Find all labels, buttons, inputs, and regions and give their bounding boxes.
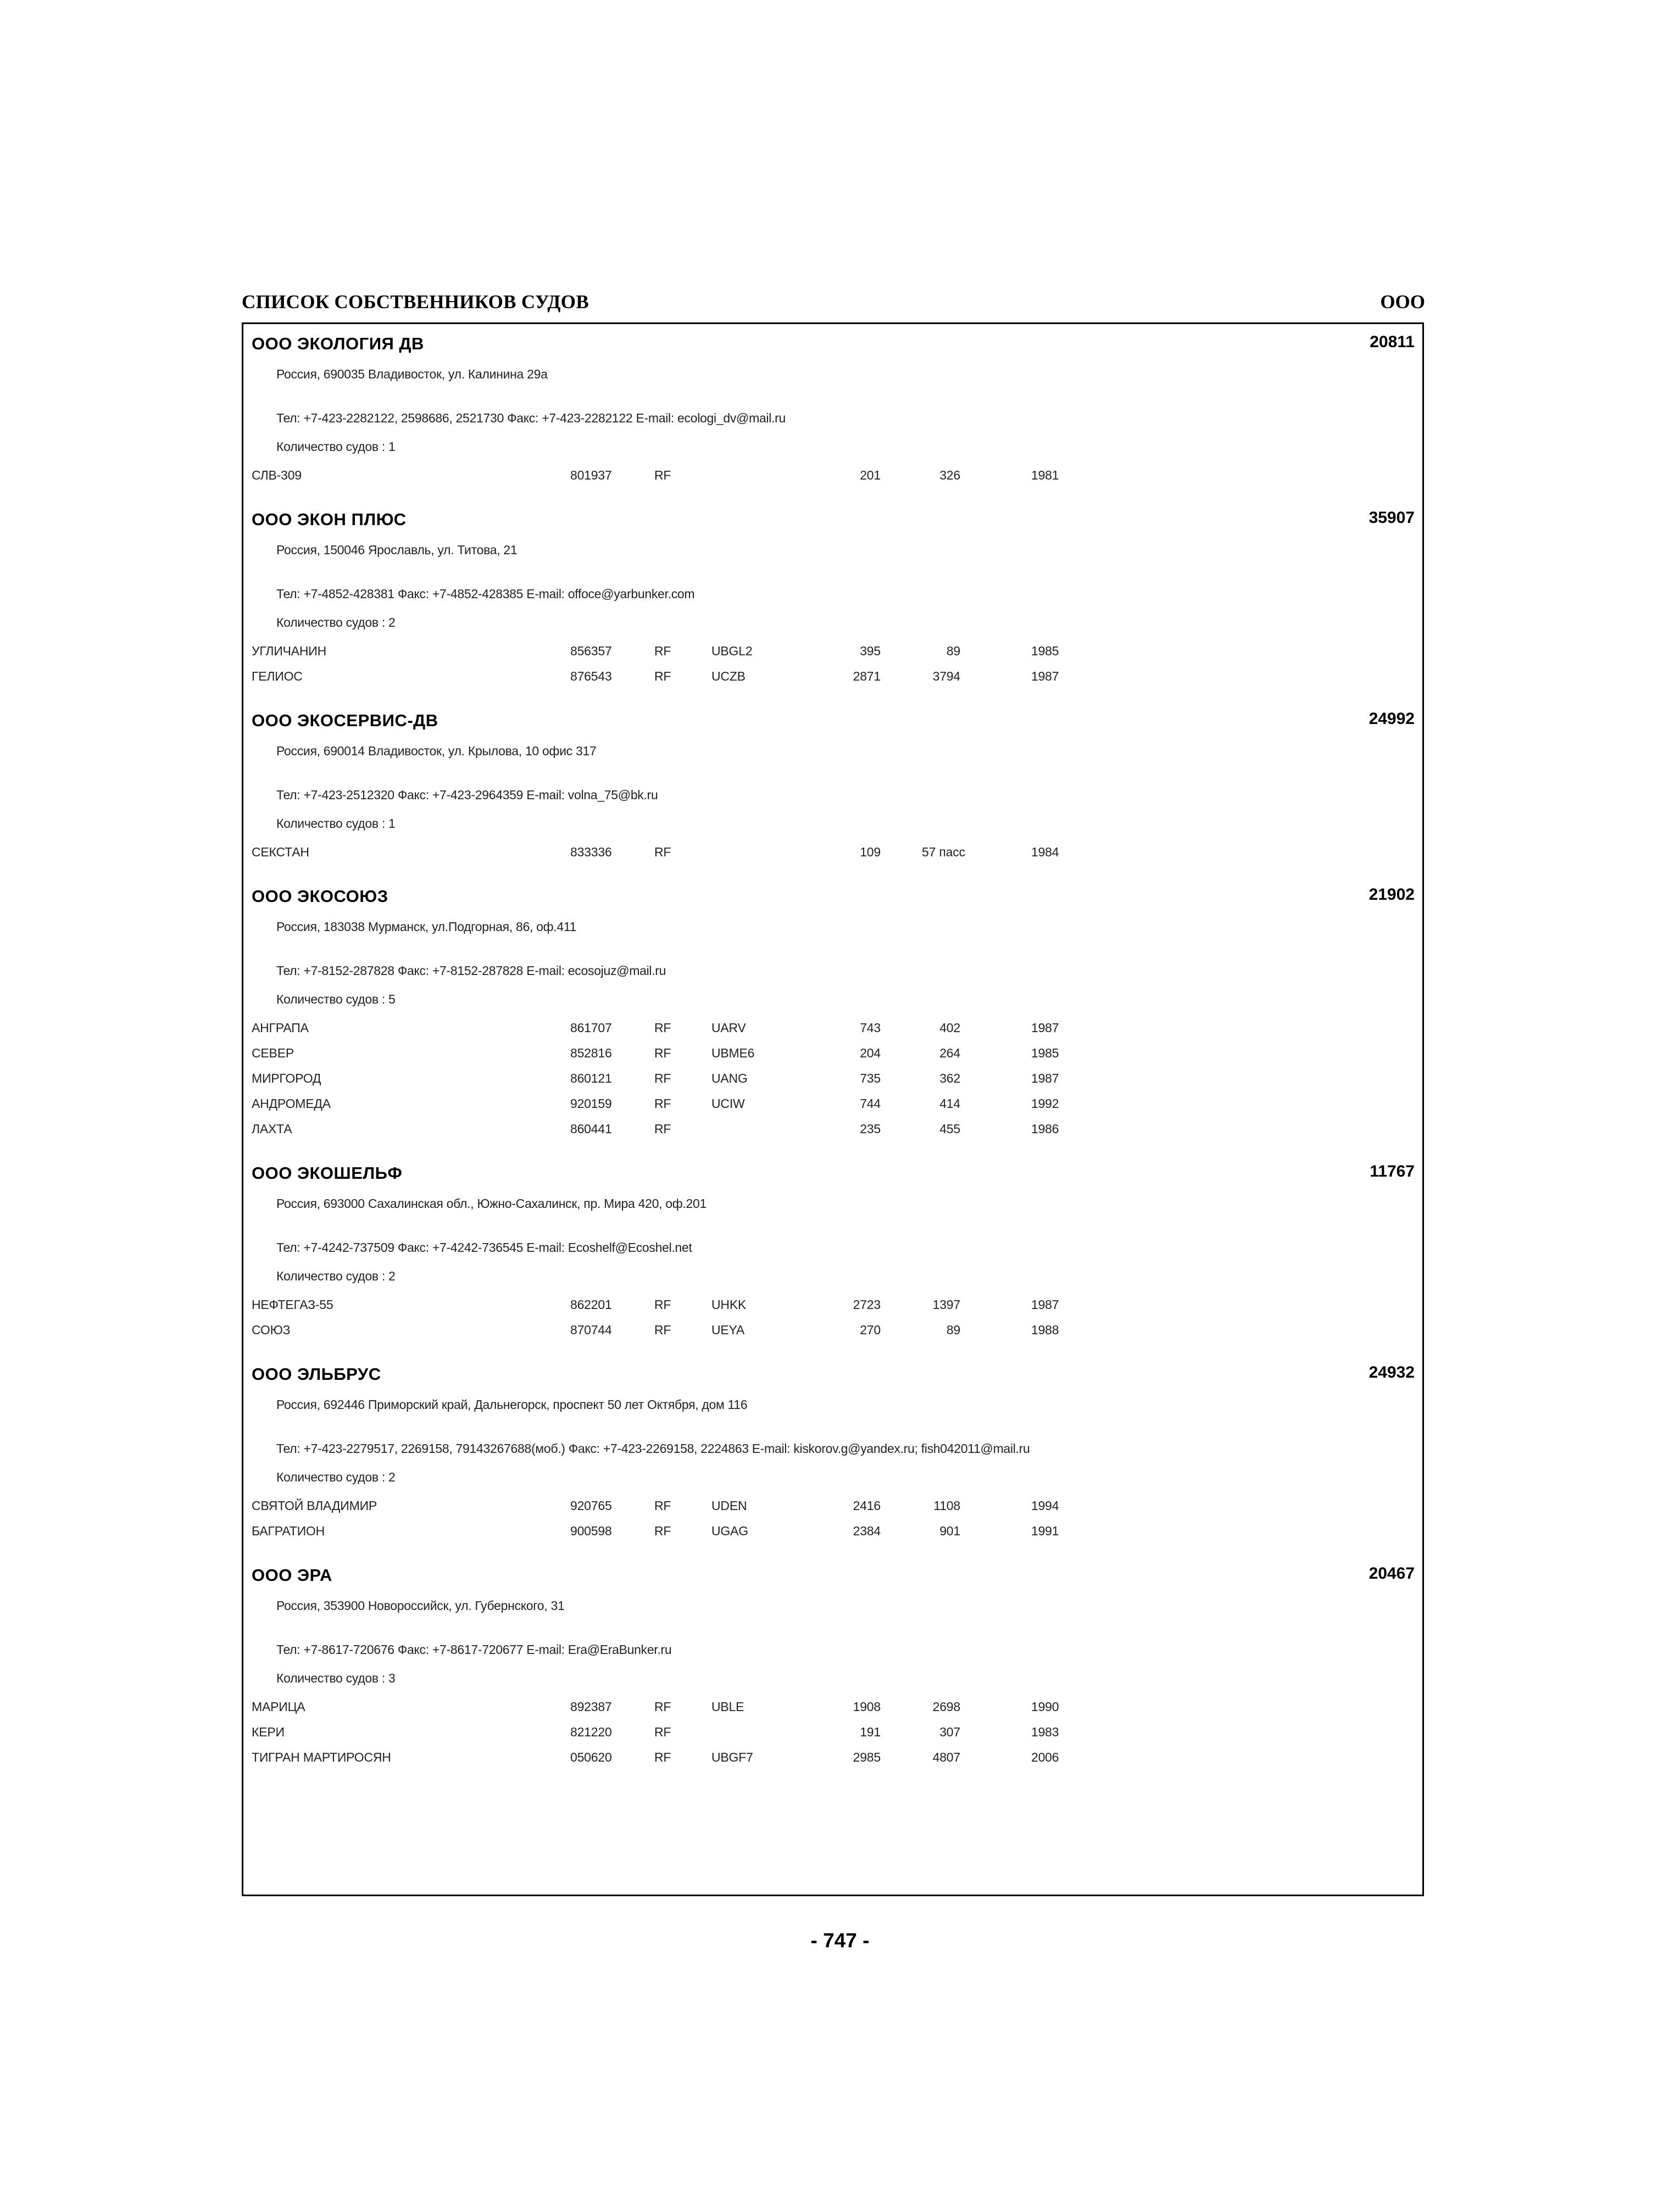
ship-deadweight: 307	[939, 1725, 960, 1739]
listing-frame	[242, 322, 1424, 1896]
company-name: ООО ЭКОСЕРВИС-ДВ	[252, 711, 438, 730]
ship-flag: RF	[654, 1700, 671, 1714]
ship-number: 860121	[570, 1071, 612, 1085]
company-contacts: Тел: +7-8152-287828 Факс: +7-8152-287828 E-mail: ecosojuz@mail.ru	[276, 963, 666, 978]
ship-deadweight: 901	[939, 1524, 960, 1538]
ship-callsign: UDEN	[711, 1498, 747, 1513]
ship-flag: RF	[654, 1725, 671, 1739]
company-name: ООО ЭКОШЕЛЬФ	[252, 1163, 403, 1183]
ship-gross-tonnage: 2723	[853, 1297, 881, 1312]
company-id: 20811	[1370, 333, 1415, 351]
ship-number: 833336	[570, 845, 612, 859]
company-name: ООО ЭЛЬБРУС	[252, 1364, 381, 1384]
company-address: Россия, 690014 Владивосток, ул. Крылова, 10 офис 317	[276, 744, 597, 758]
company-id: 24932	[1369, 1363, 1415, 1381]
ship-year: 1984	[1031, 845, 1059, 859]
company-entry	[243, 1556, 1422, 1782]
ship-number: 900598	[570, 1524, 612, 1538]
ship-name: КЕРИ	[252, 1725, 285, 1739]
ship-flag: RF	[654, 1046, 671, 1060]
ship-count: Количество судов : 1	[276, 439, 396, 454]
ship-callsign: UHKK	[711, 1297, 747, 1312]
ship-flag: RF	[654, 1071, 671, 1085]
ship-number: 870744	[570, 1323, 612, 1337]
company-address: Россия, 690035 Владивосток, ул. Калинина 29а	[276, 367, 548, 381]
company-contacts: Тел: +7-423-2512320 Факс: +7-423-2964359 E-mail: volna_75@bk.ru	[276, 788, 658, 802]
ship-year: 1992	[1031, 1096, 1059, 1111]
ship-callsign: UGAG	[711, 1524, 748, 1538]
ship-flag: RF	[654, 1096, 671, 1111]
ship-number: 050620	[570, 1750, 612, 1764]
ship-name: БАГРАТИОН	[252, 1524, 325, 1538]
ship-number: 920765	[570, 1498, 612, 1513]
ship-year: 1985	[1031, 644, 1059, 658]
ship-gross-tonnage: 2985	[853, 1750, 881, 1764]
ship-year: 1994	[1031, 1498, 1059, 1513]
ship-year: 1988	[1031, 1323, 1059, 1337]
ship-row	[243, 1498, 1422, 1523]
ship-callsign: UEYA	[711, 1323, 745, 1337]
company-contacts: Тел: +7-4242-737509 Факс: +7-4242-736545 E-mail: Ecoshelf@Ecoshel.net	[276, 1240, 692, 1255]
company-contacts: Тел: +7-4852-428381 Факс: +7-4852-428385 E-mail: offoce@yarbunker.com	[276, 587, 695, 601]
ship-gross-tonnage: 270	[860, 1323, 881, 1337]
ship-callsign: UBLE	[711, 1700, 744, 1714]
company-id: 24992	[1369, 710, 1415, 728]
company-address: Россия, 183038 Мурманск, ул.Подгорная, 86, оф.411	[276, 920, 577, 934]
ship-number: 852816	[570, 1046, 612, 1060]
ship-year: 1986	[1031, 1122, 1059, 1136]
company-entry	[243, 1154, 1422, 1355]
ship-deadweight: 89	[946, 644, 960, 658]
ship-row	[243, 1122, 1422, 1146]
ship-name: СЕВЕР	[252, 1046, 294, 1060]
company-entry	[243, 324, 1422, 500]
company-contacts: Тел: +7-423-2282122, 2598686, 2521730 Факс: +7-423-2282122 E-mail: ecologi_dv@mail.ru	[276, 411, 786, 425]
ship-count: Количество судов : 2	[276, 1470, 396, 1484]
ship-callsign: UANG	[711, 1071, 748, 1085]
ship-row	[243, 1297, 1422, 1322]
ship-row	[243, 1096, 1422, 1121]
ship-name: АНГРАПА	[252, 1021, 309, 1035]
ship-gross-tonnage: 1908	[853, 1700, 881, 1714]
company-contacts: Тел: +7-8617-720676 Факс: +7-8617-720677 E-mail: Era@EraBunker.ru	[276, 1642, 672, 1657]
ship-year: 1987	[1031, 1071, 1059, 1085]
ship-deadweight: 3794	[932, 669, 960, 683]
ship-year: 1983	[1031, 1725, 1059, 1739]
ship-name: АНДРОМЕДА	[252, 1096, 331, 1111]
company-id: 35907	[1369, 509, 1415, 527]
ship-name: МАРИЦА	[252, 1700, 305, 1714]
ship-row	[243, 669, 1422, 693]
ship-flag: RF	[654, 1297, 671, 1312]
ship-flag: RF	[654, 1323, 671, 1337]
ship-deadweight: 455	[939, 1122, 960, 1136]
company-entry	[243, 1355, 1422, 1556]
section-label: ООО	[1380, 291, 1425, 313]
company-address: Россия, 693000 Сахалинская обл., Южно-Сахалинск, пр. Мира 420, оф.201	[276, 1196, 707, 1211]
ship-count: Количество судов : 2	[276, 1269, 396, 1283]
ship-name: СОЮЗ	[252, 1323, 291, 1337]
ship-row	[243, 1750, 1422, 1774]
ship-row	[243, 644, 1422, 668]
ship-gross-tonnage: 235	[860, 1122, 881, 1136]
ship-year: 1987	[1031, 669, 1059, 683]
ship-number: 821220	[570, 1725, 612, 1739]
ship-name: СВЯТОЙ ВЛАДИМИР	[252, 1498, 377, 1513]
ship-year: 1981	[1031, 468, 1059, 482]
ship-row	[243, 845, 1422, 869]
ship-deadweight: 1108	[933, 1498, 960, 1513]
page-number: - 747 -	[810, 1929, 870, 1952]
company-id: 11767	[1370, 1162, 1415, 1180]
ship-deadweight: 2698	[932, 1700, 960, 1714]
ship-number: 876543	[570, 669, 612, 683]
ship-callsign: UBGF7	[711, 1750, 753, 1764]
ship-deadweight: 4807	[932, 1750, 960, 1764]
ship-gross-tonnage: 191	[860, 1725, 881, 1739]
company-address: Россия, 150046 Ярославль, ул. Титова, 21	[276, 543, 518, 557]
ship-name: ЛАХТА	[252, 1122, 292, 1136]
company-entry	[243, 701, 1422, 877]
ship-gross-tonnage: 109	[860, 845, 881, 859]
ship-callsign: UBGL2	[711, 644, 753, 658]
ship-number: 801937	[570, 468, 612, 482]
company-id: 20467	[1369, 1564, 1415, 1583]
ship-gross-tonnage: 2871	[853, 669, 881, 683]
ship-year: 1991	[1031, 1524, 1059, 1538]
ship-deadweight: 414	[939, 1096, 960, 1111]
ship-row	[243, 1524, 1422, 1548]
ship-deadweight: 402	[939, 1021, 960, 1035]
ship-deadweight: 1397	[932, 1297, 960, 1312]
ship-gross-tonnage: 204	[860, 1046, 881, 1060]
page-title: СПИСОК СОБСТВЕННИКОВ СУДОВ	[242, 291, 589, 313]
company-contacts: Тел: +7-423-2279517, 2269158, 79143267688(моб.) Факс: +7-423-2269158, 2224863 E-mail: kiskorov.g@yandex.ru; fish042011@mail.ru	[276, 1441, 1030, 1456]
ship-year: 2006	[1031, 1750, 1059, 1764]
page-header	[242, 288, 1425, 315]
ship-name: УГЛИЧАНИН	[252, 644, 327, 658]
ship-name: СЛВ-309	[252, 468, 302, 482]
company-address: Россия, 692446 Приморский край, Дальнегорск, проспект 50 лет Октября, дом 116	[276, 1397, 748, 1412]
ship-deadweight: 264	[939, 1046, 960, 1060]
ship-flag: RF	[654, 1524, 671, 1538]
ship-year: 1987	[1031, 1021, 1059, 1035]
ship-number: 856357	[570, 644, 612, 658]
ship-deadweight: 89	[946, 1323, 960, 1337]
ship-row	[243, 1046, 1422, 1070]
company-name: ООО ЭРА	[252, 1566, 332, 1585]
ship-row	[243, 1725, 1422, 1749]
ship-row	[243, 1021, 1422, 1045]
ship-gross-tonnage: 735	[860, 1071, 881, 1085]
company-name: ООО ЭКОСОЮЗ	[252, 887, 388, 906]
ship-callsign: UBME6	[711, 1046, 755, 1060]
ship-flag: RF	[654, 1122, 671, 1136]
ship-row	[243, 1071, 1422, 1095]
ship-name: НЕФТЕГАЗ-55	[252, 1297, 333, 1312]
ship-gross-tonnage: 743	[860, 1021, 881, 1035]
ship-count: Количество судов : 2	[276, 615, 396, 630]
ship-name: ГЕЛИОС	[252, 669, 303, 683]
ship-flag: RF	[654, 644, 671, 658]
ship-flag: RF	[654, 1021, 671, 1035]
company-name: ООО ЭКОЛОГИЯ ДВ	[252, 334, 424, 353]
ship-name: ТИГРАН МАРТИРОСЯН	[252, 1750, 391, 1764]
ship-name: СЕКСТАН	[252, 845, 309, 859]
ship-gross-tonnage: 395	[860, 644, 881, 658]
ship-number: 862201	[570, 1297, 612, 1312]
ship-year: 1985	[1031, 1046, 1059, 1060]
ship-flag: RF	[654, 1750, 671, 1764]
company-entry	[243, 877, 1422, 1154]
ship-gross-tonnage: 744	[860, 1096, 881, 1111]
ship-gross-tonnage: 201	[860, 468, 881, 482]
ship-callsign: UCIW	[711, 1096, 745, 1111]
ship-count: Количество судов : 3	[276, 1671, 396, 1685]
ship-flag: RF	[654, 468, 671, 482]
ship-number: 861707	[570, 1021, 612, 1035]
ship-row	[243, 1700, 1422, 1724]
ship-deadweight: 362	[939, 1071, 960, 1085]
company-name: ООО ЭКОН ПЛЮС	[252, 510, 407, 529]
ship-count: Количество судов : 5	[276, 992, 396, 1006]
ship-number: 920159	[570, 1096, 612, 1111]
ship-gross-tonnage: 2416	[853, 1498, 881, 1513]
ship-number: 892387	[570, 1700, 612, 1714]
ship-row	[243, 1323, 1422, 1347]
company-entry	[243, 500, 1422, 701]
ship-year: 1987	[1031, 1297, 1059, 1312]
ship-flag: RF	[654, 1498, 671, 1513]
ship-flag: RF	[654, 669, 671, 683]
ship-deadweight: 57 пасс	[922, 845, 965, 859]
ship-flag: RF	[654, 845, 671, 859]
ship-row	[243, 468, 1422, 492]
ship-number: 860441	[570, 1122, 612, 1136]
company-id: 21902	[1369, 885, 1415, 904]
ship-year: 1990	[1031, 1700, 1059, 1714]
ship-count: Количество судов : 1	[276, 816, 396, 831]
ship-deadweight: 326	[939, 468, 960, 482]
ship-name: МИРГОРОД	[252, 1071, 321, 1085]
ship-gross-tonnage: 2384	[853, 1524, 881, 1538]
company-address: Россия, 353900 Новороссийск, ул. Губернского, 31	[276, 1598, 565, 1613]
ship-callsign: UCZB	[711, 669, 746, 683]
ship-callsign: UARV	[711, 1021, 746, 1035]
